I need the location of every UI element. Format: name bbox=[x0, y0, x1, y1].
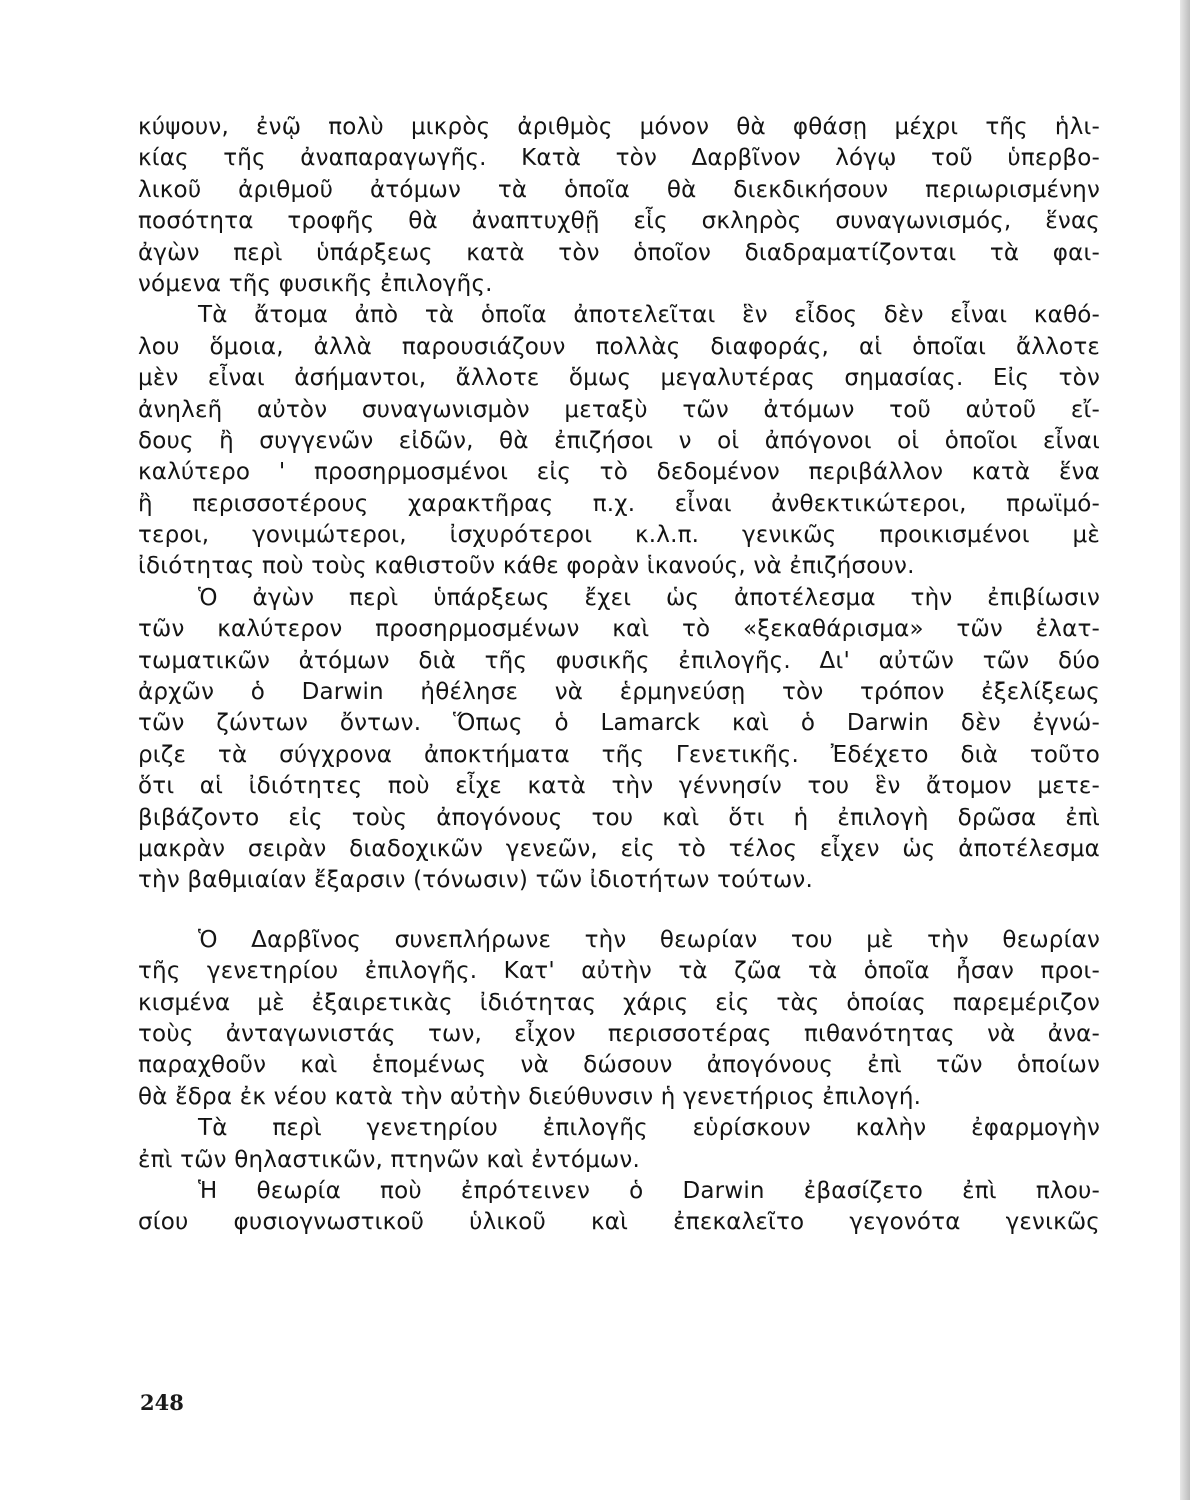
text-line: λικοῦ ἀριθμοῦ ἀτόμων τὰ ὁποῖα θὰ διεκδικήσουν περιωρισμένην bbox=[138, 176, 1100, 203]
page-number: 248 bbox=[140, 1390, 184, 1415]
text-line: τῶν ζώντων ὄντων. Ὅπως ὁ Lamarck καὶ ὁ Darwin δὲν ἐγνώ- bbox=[138, 710, 1100, 737]
text-line: δους ἢ συγγενῶν εἰδῶν, θὰ ἐπιζήσοι ν οἱ ἀπόγονοι οἱ ὁποῖοι εἶναι bbox=[138, 427, 1100, 454]
text-line: τῆς γενετηρίου ἐπιλογῆς. Κατ' αὐτὴν τὰ ζῶα τὰ ὁποῖα ἦσαν προι- bbox=[138, 958, 1100, 985]
text-line: Τὰ περὶ γενετηρίου ἐπιλογῆς εὑρίσκουν καλὴν ἐφαρμογὴν bbox=[198, 1115, 1100, 1142]
text-line: τωματικῶν ἀτόμων διὰ τῆς φυσικῆς ἐπιλογῆς. Δι' αὐτῶν τῶν δύο bbox=[138, 647, 1100, 674]
text-line: θὰ ἔδρα ἐκ νέου κατὰ τὴν αὐτὴν διεύθυνσιν ἡ γενετήριος ἐπιλογή. bbox=[138, 1083, 922, 1110]
text-line: ριζε τὰ σύγχρονα ἀποκτήματα τῆς Γενετικῆς. Ἐδέχετο διὰ τοῦτο bbox=[138, 741, 1100, 768]
text-line: ἀρχῶν ὁ Darwin ἠθέλησε νὰ ἑρμηνεύσῃ τὸν τρόπον ἐξελίξεως bbox=[138, 679, 1100, 706]
text-line: ἀνηλεῆ αὐτὸν συναγωνισμὸν μεταξὺ τῶν ἀτόμων τοῦ αὐτοῦ εἴ- bbox=[138, 396, 1100, 423]
text-line: ἀγὼν περὶ ὑπάρξεως κατὰ τὸν ὁποῖον διαδραματίζονται τὰ φαι- bbox=[138, 239, 1100, 266]
text-line: βιβάζοντο εἰς τοὺς ἀπογόνους του καὶ ὅτι ἡ ἐπιλογὴ δρῶσα ἐπὶ bbox=[138, 804, 1100, 831]
text-line: Τὰ ἄτομα ἀπὸ τὰ ὁποῖα ἀποτελεῖται ἓν εἶδος δὲν εἶναι καθό- bbox=[198, 302, 1100, 329]
paragraph bbox=[138, 300, 1100, 583]
paragraph bbox=[138, 1176, 1100, 1239]
text-line: κίας τῆς ἀναπαραγωγῆς. Κατὰ τὸν Δαρβῖνον λόγῳ τοῦ ὑπερβο- bbox=[138, 145, 1100, 172]
text-line: κισμένα μὲ ἐξαιρετικὰς ἰδιότητας χάρις εἰς τὰς ὁποίας παρεμέριζον bbox=[138, 989, 1100, 1016]
paragraph bbox=[138, 112, 1100, 300]
text-line: τὴν βαθμιαίαν ἔξαρσιν (τόνωσιν) τῶν ἰδιοτήτων τούτων. bbox=[138, 867, 813, 894]
text-line: Ὁ ἀγὼν περὶ ὑπάρξεως ἔχει ὡς ἀποτέλεσμα τὴν ἐπιβίωσιν bbox=[198, 584, 1100, 611]
text-line: παραχθοῦν καὶ ἑπομένως νὰ δώσουν ἀπογόνους ἐπὶ τῶν ὁποίων bbox=[138, 1052, 1100, 1079]
text-line: Ὁ Δαρβῖνος συνεπλήρωνε τὴν θεωρίαν του μὲ τὴν θεωρίαν bbox=[198, 926, 1100, 953]
paragraph bbox=[138, 583, 1100, 897]
text-line: λου ὅμοια, ἀλλὰ παρουσιάζουν πολλὰς διαφοράς, αἱ ὁποῖαι ἄλλοτε bbox=[138, 333, 1100, 360]
text-line: τῶν καλύτερον προσηρμοσμένων καὶ τὸ «ξεκαθάρισμα» τῶν ἐλατ- bbox=[138, 616, 1100, 643]
text-line: κύψουν, ἐνῷ πολὺ μικρὸς ἀριθμὸς μόνον θὰ φθάσῃ μέχρι τῆς ἡλι- bbox=[138, 114, 1100, 140]
text-line: καλύτερο ' προσηρμοσμένοι εἰς τὸ δεδομένον περιβάλλον κατὰ ἕνα bbox=[138, 459, 1100, 486]
text-line: τοὺς ἀνταγωνιστάς των, εἶχον περισσοτέρας πιθανότητας νὰ ἀνα- bbox=[138, 1020, 1100, 1047]
text-line: ἰδιότητας ποὺ τοὺς καθιστοῦν κάθε φορὰν ἱκανούς, νὰ ἐπιζήσουν. bbox=[138, 553, 915, 580]
scan-edge-shadow bbox=[1180, 0, 1190, 1500]
text-line: ὅτι αἱ ἰδιότητες ποὺ εἶχε κατὰ τὴν γέννησίν του ἓν ἄτομον μετε- bbox=[138, 773, 1100, 800]
text-line: μὲν εἶναι ἀσήμαντοι, ἄλλοτε ὅμως μεγαλυτέρας σημασίας. Εἰς τὸν bbox=[138, 365, 1100, 392]
text-line: ποσότητα τροφῆς θὰ ἀναπτυχθῇ εἷς σκληρὸς συναγωνισμός, ἕνας bbox=[138, 208, 1100, 235]
paragraph bbox=[138, 1113, 1100, 1176]
text-line: ἢ περισσοτέρους χαρακτῆρας π.χ. εἶναι ἀνθεκτικώτεροι, πρωϊμό- bbox=[138, 490, 1100, 517]
paragraph-gap bbox=[138, 897, 1100, 925]
text-line: μακρὰν σειρὰν διαδοχικῶν γενεῶν, εἰς τὸ τέλος εἶχεν ὡς ἀποτέλεσμα bbox=[138, 835, 1100, 862]
text-line: ἐπὶ τῶν θηλαστικῶν, πτηνῶν καὶ ἐντόμων. bbox=[138, 1146, 640, 1173]
page-body bbox=[138, 112, 1100, 1239]
text-line: νόμενα τῆς φυσικῆς ἐπιλογῆς. bbox=[138, 270, 493, 297]
text-line: Ἡ θεωρία ποὺ ἐπρότεινεν ὁ Darwin ἐβασίζετο ἐπὶ πλου- bbox=[198, 1177, 1100, 1204]
text-line: τεροι, γονιμώτεροι, ἰσχυρότεροι κ.λ.π. γενικῶς προικισμένοι μὲ bbox=[138, 522, 1100, 549]
text-line: σίου φυσιογνωστικοῦ ὑλικοῦ καὶ ἐπεκαλεῖτο γεγονότα γενικῶς bbox=[138, 1209, 1100, 1236]
paragraph bbox=[138, 925, 1100, 1113]
